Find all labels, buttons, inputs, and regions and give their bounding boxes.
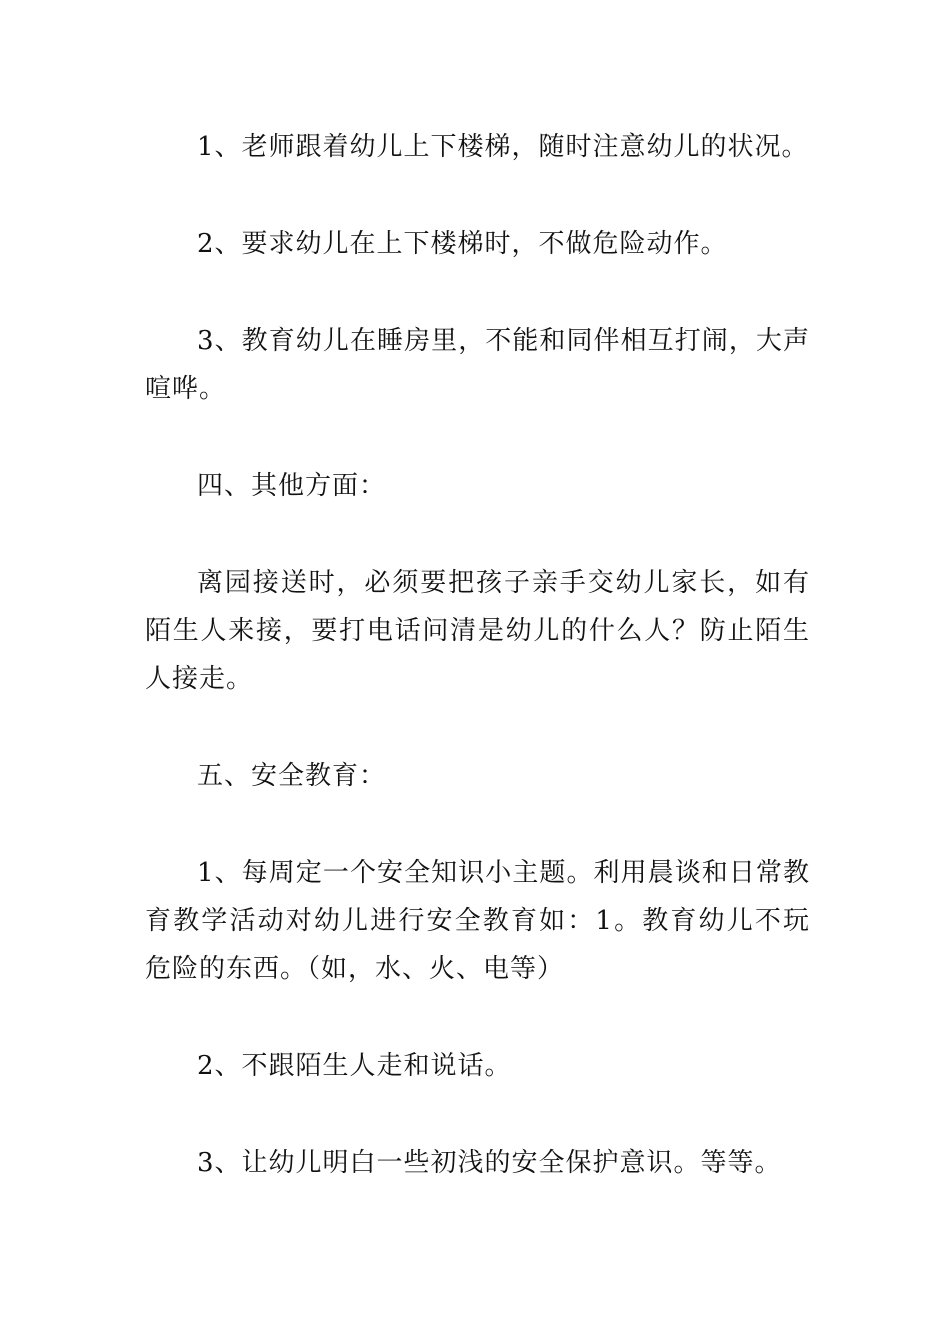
paragraph-stair-supervision: 1、老师跟着幼儿上下楼梯，随时注意幼儿的状况。 bbox=[197, 132, 809, 162]
paragraph-no-dangerous-actions: 2、要求幼儿在上下楼梯时，不做危险动作。 bbox=[197, 229, 728, 259]
section-heading-other-aspects: 四、其他方面： bbox=[197, 471, 387, 501]
section-heading-safety-education: 五、安全教育： bbox=[197, 761, 387, 791]
document-body bbox=[145, 123, 810, 1187]
paragraph-weekly-topic: 1、每周定一个安全知识小主题。利用晨谈和日常教育教学活动对幼儿进行安全教育如：1。教育幼儿不玩危险的东西。（如，水、火、电等） bbox=[145, 858, 810, 984]
paragraph-self-protection: 3、让幼儿明白一些初浅的安全保护意识。等等。 bbox=[197, 1148, 782, 1178]
paragraph-pickup-rules: 离园接送时，必须要把孩子亲手交幼儿家长，如有陌生人来接，要打电话问清是幼儿的什么人？防止陌生人接走。 bbox=[145, 568, 810, 694]
paragraph-strangers: 2、不跟陌生人走和说话。 bbox=[197, 1051, 512, 1081]
paragraph-bedroom-rules: 3、教育幼儿在睡房里，不能和同伴相互打闹，大声喧哗。 bbox=[145, 326, 810, 404]
